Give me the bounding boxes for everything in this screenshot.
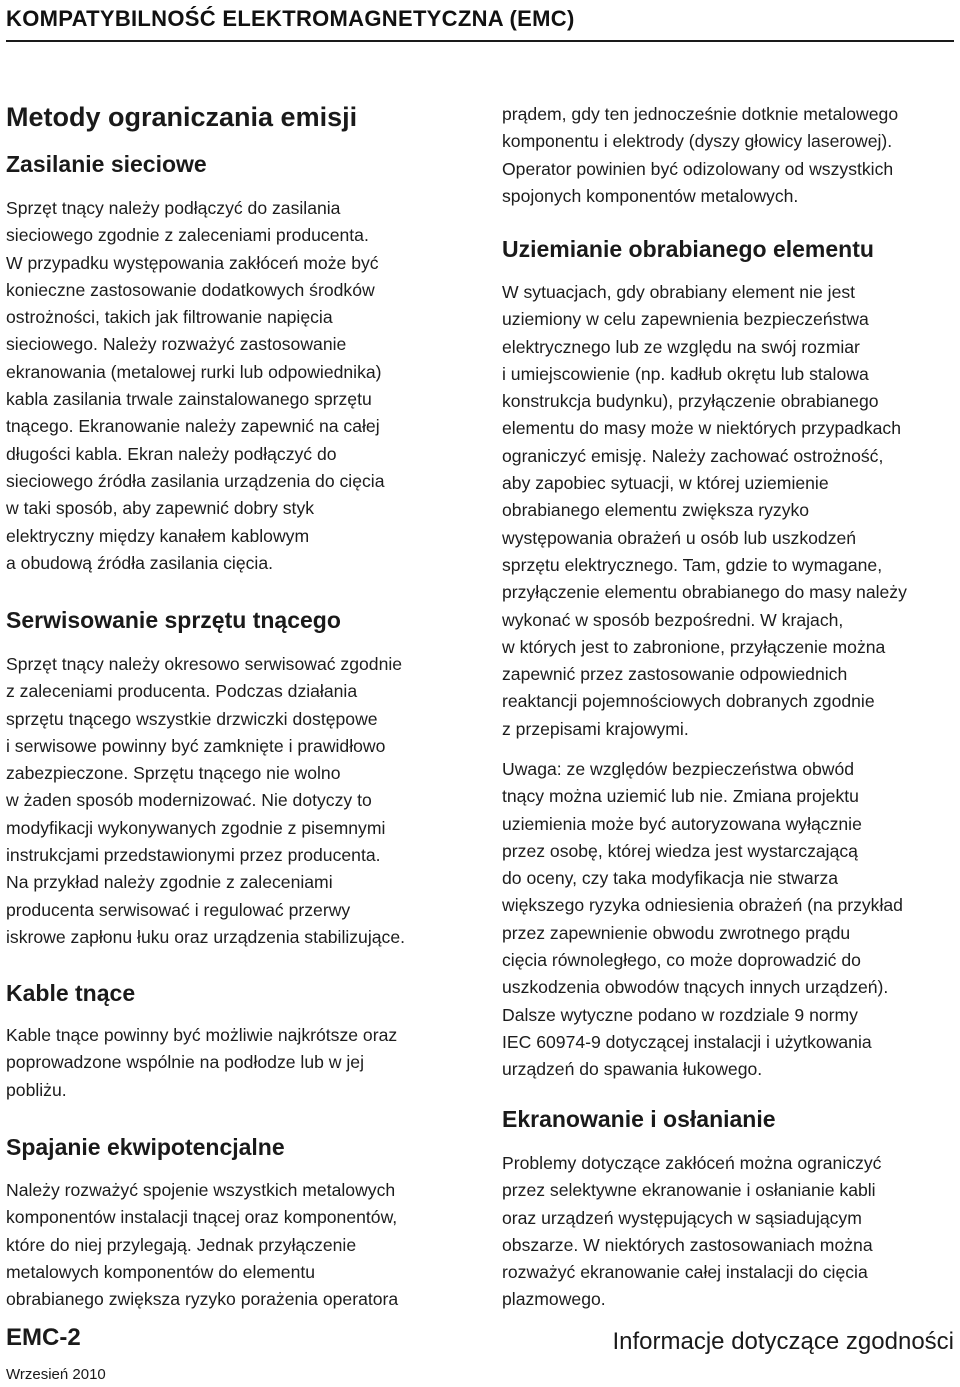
page-number: EMC-2	[6, 1324, 81, 1351]
section-heading-spajanie: Spajanie ekwipotencjalne	[6, 1134, 285, 1160]
body-line: przyłączenie elementu obrabianego do masy należy	[502, 582, 907, 603]
body-line: metalowych komponentów do elementu	[6, 1261, 316, 1282]
body-line: producenta serwisować i regulować przerwy	[6, 899, 351, 920]
body-line: Operator powinien być odizolowany od wszystkich	[502, 158, 894, 179]
section-body-ekranowanie	[502, 1150, 881, 1314]
note-line: urządzeń do spawania łukowego.	[502, 1059, 763, 1080]
body-line: ograniczyć emisję. Należy zachować ostrożność,	[502, 445, 884, 466]
section-body-kable	[6, 1022, 397, 1104]
body-line: sprzętu tnącego wszystkie drzwiczki dostępowe	[6, 708, 378, 729]
body-line: oraz urządzeń występujących w sąsiadującym	[502, 1207, 862, 1228]
body-line: ostrożności, takich jak filtrowanie napięcia	[6, 307, 333, 328]
body-line: i serwisowe powinny być zamknięte i prawidłowo	[6, 735, 386, 756]
body-line: obszarze. W niektórych zastosowaniach można	[502, 1234, 873, 1255]
body-line: elektrycznego lub ze względu na swój rozmiar	[502, 336, 860, 357]
body-line: sieciowego źródła zasilania urządzenia do cięcia	[6, 470, 385, 491]
body-line: Sprzęt tnący należy podłączyć do zasilania	[6, 198, 341, 218]
body-line: kabla zasilania trwale zainstalowanego sprzętu	[6, 389, 372, 410]
continued-paragraph	[502, 101, 898, 210]
body-line: w których jest to zabronione, przyłączenie można	[502, 636, 886, 657]
body-line: Problemy dotyczące zakłóceń można ograniczyć	[502, 1153, 882, 1173]
body-line: zabezpieczone. Sprzętu tnącego nie wolno	[6, 763, 341, 784]
section-heading-serwisowanie: Serwisowanie sprzętu tnącego	[6, 607, 341, 633]
body-line: występowania obrażeń u osób lub uszkodzeń	[502, 527, 857, 548]
body-line: elementu do masy może w niektórych przypadkach	[502, 418, 901, 439]
body-line: konieczne zastosowanie dodatkowych środków	[6, 279, 375, 300]
note-line: uziemienia może być autoryzowana wyłącznie	[502, 813, 862, 834]
body-line: sieciowego zgodnie z zaleceniami producenta.	[6, 225, 369, 246]
body-line: długości kabla. Ekran należy podłączyć do	[6, 443, 337, 464]
note-paragraph	[502, 756, 903, 1084]
section-heading-uziemianie: Uziemianie obrabianego elementu	[502, 236, 874, 262]
body-line: przez selektywne ekranowanie i osłanianie kabli	[502, 1180, 876, 1201]
note-line: uszkodzenia obwodów tnących innych urządzeń).	[502, 977, 889, 998]
note-line: IEC 60974-9 dotyczącej instalacji i użytkowania	[502, 1031, 872, 1052]
note-line: Uwaga: ze względów bezpieczeństwa obwód	[502, 759, 855, 779]
page-header-title: KOMPATYBILNOŚĆ ELEKTROMAGNETYCZNA (EMC)	[6, 6, 575, 31]
section-body-uziemianie	[502, 279, 907, 743]
note-line: do oceny, czy taka modyfikacja nie stwarza	[502, 868, 839, 889]
body-line: komponentu i elektrody (dyszy głowicy laserowej).	[502, 131, 893, 152]
section-heading-zasilanie: Zasilanie sieciowe	[6, 151, 207, 177]
body-line: instrukcjami przedstawionymi przez producenta.	[6, 845, 381, 866]
note-line: większego ryzyka odniesienia obrażeń (na przykład	[502, 895, 903, 916]
section-heading-ekranowanie: Ekranowanie i osłanianie	[502, 1106, 776, 1132]
body-line: Kable tnące powinny być możliwie najkrótsze oraz	[6, 1025, 398, 1045]
footer-section-title: Informacje dotyczące zgodności	[612, 1328, 954, 1355]
note-line: Dalsze wytyczne podano w rozdziale 9 normy	[502, 1004, 858, 1025]
body-line: elektryczny między kanałem kablowym	[6, 525, 310, 546]
page-header	[6, 6, 954, 42]
body-line: wykonać w sposób bezpośredni. W krajach,	[502, 609, 844, 630]
body-line: Należy rozważyć spojenie wszystkich metalowych	[6, 1180, 396, 1200]
note-line: przez zapewnienie obwodu zwrotnego prądu	[502, 922, 851, 943]
body-line: uziemiony w celu zapewnienia bezpieczeństwa	[502, 309, 869, 330]
main-heading: Metody ograniczania emisji	[6, 102, 358, 132]
body-line: obrabianego elementu zwiększa ryzyko	[502, 500, 810, 521]
body-line: prądem, gdy ten jednocześnie dotknie metalowego	[502, 104, 899, 124]
body-line: W przypadku występowania zakłóceń może być	[6, 252, 379, 273]
body-line: a obudową źródła zasilania cięcia.	[6, 552, 273, 573]
body-line: obrabianego zwiększa ryzyko porażenia operatora	[6, 1289, 399, 1310]
body-line: w taki sposób, aby zapewnić dobry styk	[6, 498, 315, 519]
note-line: cięcia równoległego, co może doprowadzić do	[502, 950, 861, 971]
body-line: i umiejscowienie (np. kadłub okrętu lub stalowa	[502, 363, 869, 384]
body-line: pobliżu.	[6, 1079, 67, 1100]
body-line: Sprzęt tnący należy okresowo serwisować zgodnie	[6, 654, 403, 674]
body-line: zapewnić przez zastosowanie odpowiednich	[502, 664, 848, 685]
body-line: sieciowego. Należy rozważyć zastosowanie	[6, 334, 347, 355]
body-line: z zaleceniami producenta. Podczas działania	[6, 681, 358, 702]
body-line: z przepisami krajowymi.	[502, 718, 689, 739]
body-line: plazmowego.	[502, 1289, 606, 1310]
note-line: przez osobę, której wiedza jest wystarczającą	[502, 840, 858, 861]
section-body-serwisowanie	[6, 651, 405, 951]
body-line: reaktancji pojemnościowych dobranych zgodnie	[502, 691, 875, 712]
publication-date: Wrzesień 2010	[6, 1366, 106, 1383]
body-line: które do niej przylegają. Jednak przyłączenie	[6, 1234, 357, 1255]
body-line: poprowadzone wspólnie na podłodze lub w jej	[6, 1052, 364, 1073]
body-line: komponentów instalacji tnącej oraz komponentów,	[6, 1207, 398, 1228]
body-line: spojonych komponentów metalowych.	[502, 185, 799, 206]
body-line: aby zapobiec sytuacji, w której uziemienie	[502, 473, 829, 494]
body-line: W sytuacjach, gdy obrabiany element nie jest	[502, 282, 856, 302]
body-line: konstrukcja budynku), przyłączenie obrabianego	[502, 391, 879, 412]
section-body-zasilanie	[6, 195, 384, 577]
body-line: sprzętu elektrycznego. Tam, gdzie to wymagane,	[502, 554, 883, 575]
body-line: iskrowe zapłonu łuku oraz urządzenia stabilizujące.	[6, 926, 406, 947]
body-line: ekranowania (metalowej rurki lub odpowiednika)	[6, 361, 382, 382]
section-heading-kable: Kable tnące	[6, 980, 136, 1006]
body-line: w żaden sposób modernizować. Nie dotyczy to	[6, 790, 372, 811]
body-line: Na przykład należy zgodnie z zaleceniami	[6, 872, 333, 893]
note-line: tnący można uziemić lub nie. Zmiana projektu	[502, 786, 859, 807]
section-body-spajanie	[6, 1177, 398, 1313]
body-line: modyfikacji wykonywanych zgodnie z pisemnymi	[6, 817, 386, 838]
body-line: rozważyć ekranowanie całej instalacji do cięcia	[502, 1262, 868, 1283]
body-line: tnącego. Ekranowanie należy zapewnić na całej	[6, 416, 380, 437]
